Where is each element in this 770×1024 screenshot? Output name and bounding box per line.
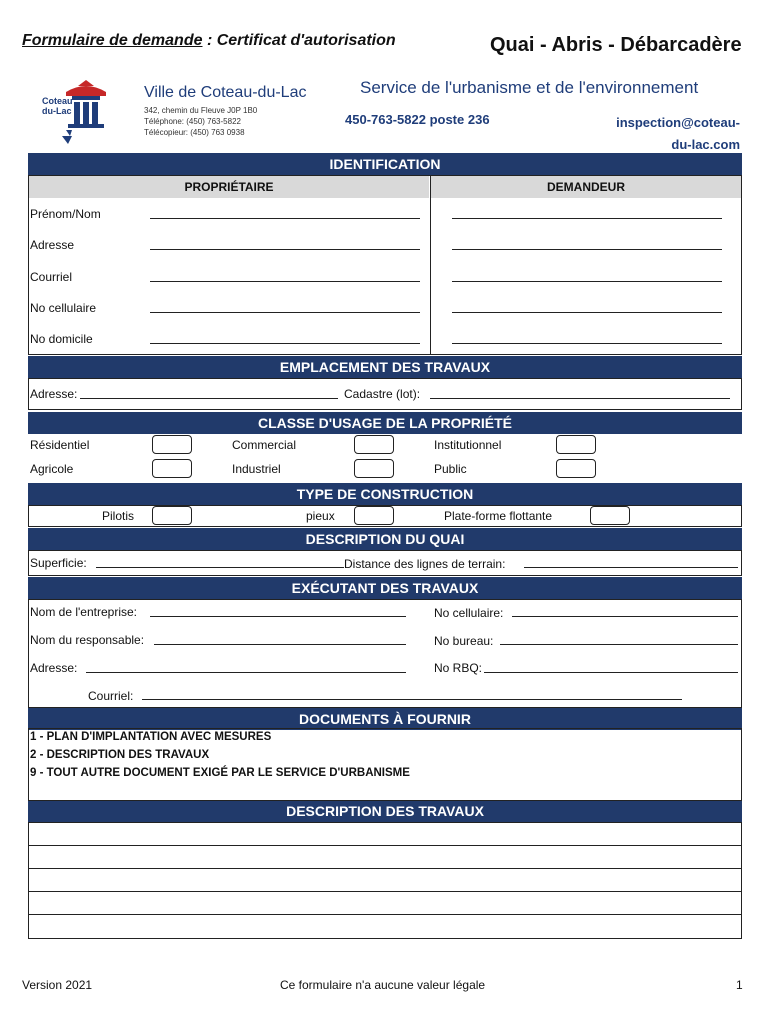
executant-address-label: Adresse: [30,661,78,675]
form-title-main: Formulaire de demande [22,32,203,49]
owner-home-field[interactable] [150,343,420,344]
svg-text:Coteau: Coteau [42,96,73,106]
cell-field[interactable] [512,616,738,617]
executant-email-field[interactable] [142,699,682,700]
applicant-name-field[interactable] [452,218,722,219]
option-pieux-label: pieux [306,509,335,523]
section-executant-title: EXÉCUTANT DES TRAVAUX [28,577,742,599]
footer-version: Version 2021 [22,978,93,992]
distance-field[interactable] [524,567,738,568]
description-line[interactable] [28,845,742,846]
service-name: Service de l'urbanisme et de l'environnement [360,78,699,97]
section-emplacement-title: EMPLACEMENT DES TRAVAUX [28,356,742,378]
svg-text:du-Lac: du-Lac [42,106,72,116]
form-title-sub: : Certificat d'autorisation [202,32,396,49]
company-label: Nom de l'entreprise: [30,605,138,619]
cadastre-field[interactable] [430,398,730,399]
manager-field[interactable] [154,644,406,645]
superficie-field[interactable] [96,567,344,568]
option-pilotis-label: Pilotis [102,509,135,523]
city-name: Ville de Coteau-du-Lac [144,84,307,101]
checkbox-commercial[interactable] [354,435,394,454]
description-line[interactable] [28,868,742,869]
option-residentiel-label: Résidentiel [30,438,90,452]
section-identification-title: IDENTIFICATION [28,153,742,175]
applicant-email-field[interactable] [452,281,722,282]
city-address: 342, chemin du Fleuve J0P 1B0 [144,106,258,115]
section-description-title: DESCRIPTION DES TRAVAUX [28,801,742,822]
applicant-column-header: DEMANDEUR [431,176,741,198]
section-documents-title: DOCUMENTS À FOURNIR [28,708,742,730]
checkbox-agricole[interactable] [152,459,192,478]
checkbox-industriel[interactable] [354,459,394,478]
description-line[interactable] [28,914,742,915]
applicant-address-field[interactable] [452,249,722,250]
cadastre-label: Cadastre (lot): [344,387,421,401]
executant-email-label: Courriel: [88,689,134,703]
checkbox-pilotis[interactable] [152,506,192,525]
executant-address-field[interactable] [86,672,406,673]
identification-box [28,175,742,355]
section-quai-title: DESCRIPTION DU QUAI [28,528,742,550]
distance-label: Distance des lignes de terrain: [344,557,506,571]
option-industriel-label: Industriel [232,462,281,476]
checkbox-pieux[interactable] [354,506,394,525]
rbq-field[interactable] [484,672,738,673]
applicant-home-field[interactable] [452,343,722,344]
row-label-name: Prénom/Nom [30,207,101,221]
email-part-2: du-lac.com [671,137,740,152]
checkbox-institutionnel[interactable] [556,435,596,454]
cell-label: No cellulaire: [434,606,504,620]
applicant-cell-field[interactable] [452,312,722,313]
option-public-label: Public [434,462,467,476]
service-phone: 450-763-5822 poste 236 [345,112,490,127]
row-label-cell: No cellulaire [30,301,97,315]
email-part-1: inspection@coteau- [616,115,740,130]
column-divider [430,176,431,354]
row-label-home: No domicile [30,332,93,346]
option-commercial-label: Commercial [232,438,297,452]
emplacement-address-field[interactable] [80,398,338,399]
checkbox-residentiel[interactable] [152,435,192,454]
city-phone: Téléphone: (450) 763-5822 [144,117,241,126]
owner-address-field[interactable] [150,249,420,250]
document-item: 1 - PLAN D'IMPLANTATION AVEC MESURES [30,731,272,743]
owner-column-header: PROPRIÉTAIRE [29,176,429,198]
city-logo [38,78,128,148]
office-label: No bureau: [434,634,494,648]
form-title [22,32,396,50]
checkbox-public[interactable] [556,459,596,478]
superficie-label: Superficie: [30,556,87,570]
section-classe-title: CLASSE D'USAGE DE LA PROPRIÉTÉ [28,412,742,434]
option-agricole-label: Agricole [30,462,74,476]
office-field[interactable] [500,644,738,645]
option-institutionnel-label: Institutionnel [434,438,502,452]
checkbox-plateforme[interactable] [590,506,630,525]
document-item: 9 - TOUT AUTRE DOCUMENT EXIGÉ PAR LE SERVICE D'URBANISME [30,767,410,779]
description-box[interactable] [28,822,742,939]
form-type-title: Quai - Abris - Débarcadère [490,34,742,56]
rbq-label: No RBQ: [434,661,483,675]
owner-name-field[interactable] [150,218,420,219]
owner-cell-field[interactable] [150,312,420,313]
page-number: 1 [736,978,743,992]
company-field[interactable] [150,616,406,617]
option-plateforme-label: Plate-forme flottante [444,509,553,523]
row-label-address: Adresse [30,238,75,252]
footer-disclaimer: Ce formulaire n'a aucune valeur légale [280,978,486,992]
section-construction-title: TYPE DE CONSTRUCTION [28,483,742,505]
owner-email-field[interactable] [150,281,420,282]
row-label-email: Courriel [30,270,73,284]
description-line[interactable] [28,891,742,892]
emplacement-address-label: Adresse: [30,387,78,401]
manager-label: Nom du responsable: [30,633,145,647]
document-item: 2 - DESCRIPTION DES TRAVAUX [30,749,210,761]
city-fax: Télécopieur: (450) 763 0938 [144,128,245,137]
service-email[interactable] [612,112,740,156]
